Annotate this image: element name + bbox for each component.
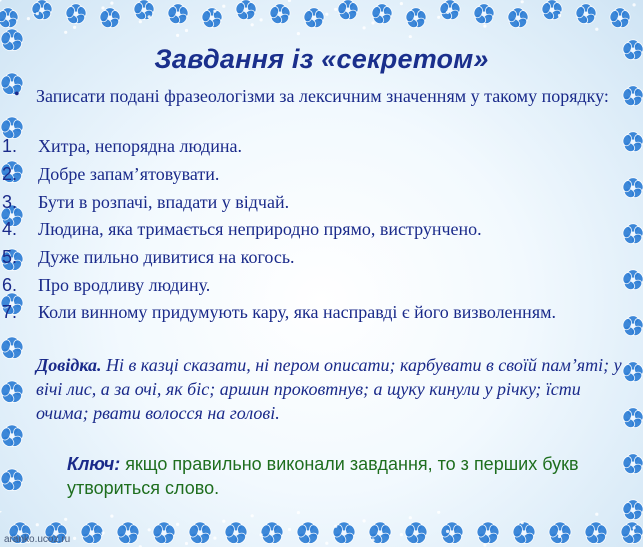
flower-icon (507, 8, 530, 30)
flower-icon (269, 4, 292, 26)
key-text: якщо правильно виконали завдання, то з перших букв утвориться слово. (67, 454, 579, 498)
task-intro: Записати подані фразеологізми за лексичним значенням у такому порядку: (36, 86, 609, 106)
flower-icon (0, 425, 25, 449)
flower-icon (511, 522, 536, 546)
list-item-number: 4. (2, 219, 18, 239)
flower-icon (295, 522, 320, 546)
flower-icon (622, 270, 643, 292)
flower-icon (151, 522, 176, 546)
flower-icon (259, 522, 284, 546)
list-item-number: 5. (2, 247, 18, 267)
flower-icon (65, 4, 88, 26)
reference-text: Ні в казці сказати, ні пером описати; карбувати в своїй пам’яті; у вічі лис, а за очі, як біс; аршин проковтнув; а щуку кинули у річку; їсти очима; рвати волосся на голові. (36, 355, 622, 423)
flower-icon (367, 522, 392, 546)
flower-border-bottom (0, 511, 643, 547)
flower-icon (541, 0, 564, 22)
flower-icon (575, 4, 598, 26)
flower-icon (405, 8, 428, 30)
slide-title: Завдання із «секретом» (154, 44, 489, 74)
flower-icon (439, 0, 462, 22)
flower-icon (473, 4, 496, 26)
list-item-text: Дуже пильно дивитися на когось. (38, 247, 295, 267)
key-block (67, 452, 612, 500)
list-item-text: Добре запам’ятовувати. (38, 164, 220, 184)
flower-border-top (0, 0, 643, 38)
flower-icon (115, 522, 140, 546)
flower-icon (403, 522, 428, 546)
flower-icon (133, 0, 156, 22)
flower-icon (0, 337, 25, 361)
flower-icon (337, 0, 360, 22)
watermark: aranko.ucoz.ru (4, 534, 71, 545)
flower-icon (79, 522, 104, 546)
flower-icon (622, 86, 643, 108)
flower-icon (303, 8, 326, 30)
flower-icon (201, 8, 224, 30)
flower-border-right (613, 0, 643, 547)
list-item-text: Про вродливу людину. (38, 275, 211, 295)
flower-icon (622, 500, 643, 522)
list-item-number: 2. (2, 164, 18, 184)
reference-label: Довідка. (36, 355, 102, 375)
list-item-number: 7. (2, 302, 18, 322)
flower-icon (439, 522, 464, 546)
flower-icon (187, 522, 212, 546)
flower-icon (0, 73, 25, 97)
flower-icon (167, 4, 190, 26)
list-item-text: Коли винному придумують кару, яка насправді є його визволенням. (38, 302, 556, 322)
flower-icon (235, 0, 258, 22)
list-item-number: 1. (2, 136, 18, 156)
bullet-icon: • (14, 86, 20, 103)
list-item-text: Бути в розпачі, впадати у відчай. (38, 192, 290, 212)
flower-icon (547, 522, 572, 546)
list-item-text: Хитра, непорядна людина. (38, 136, 242, 156)
flower-icon (622, 132, 643, 154)
flower-icon (475, 522, 500, 546)
flower-icon (99, 8, 122, 30)
list-item-number: 3. (2, 192, 18, 212)
flower-border-left (0, 0, 34, 547)
flower-icon (223, 522, 248, 546)
reference-block (36, 353, 636, 425)
flower-icon (0, 381, 25, 405)
key-label: Ключ: (67, 454, 121, 474)
flower-icon (622, 316, 643, 338)
list-item-number: 6. (2, 275, 18, 295)
flower-icon (0, 469, 25, 493)
flower-icon (583, 522, 608, 546)
flower-icon (622, 178, 643, 200)
flower-icon (622, 224, 643, 246)
list-item-text: Людина, яка тримається неприродно прямо, виструнчено. (38, 219, 482, 239)
flower-icon (622, 454, 643, 476)
